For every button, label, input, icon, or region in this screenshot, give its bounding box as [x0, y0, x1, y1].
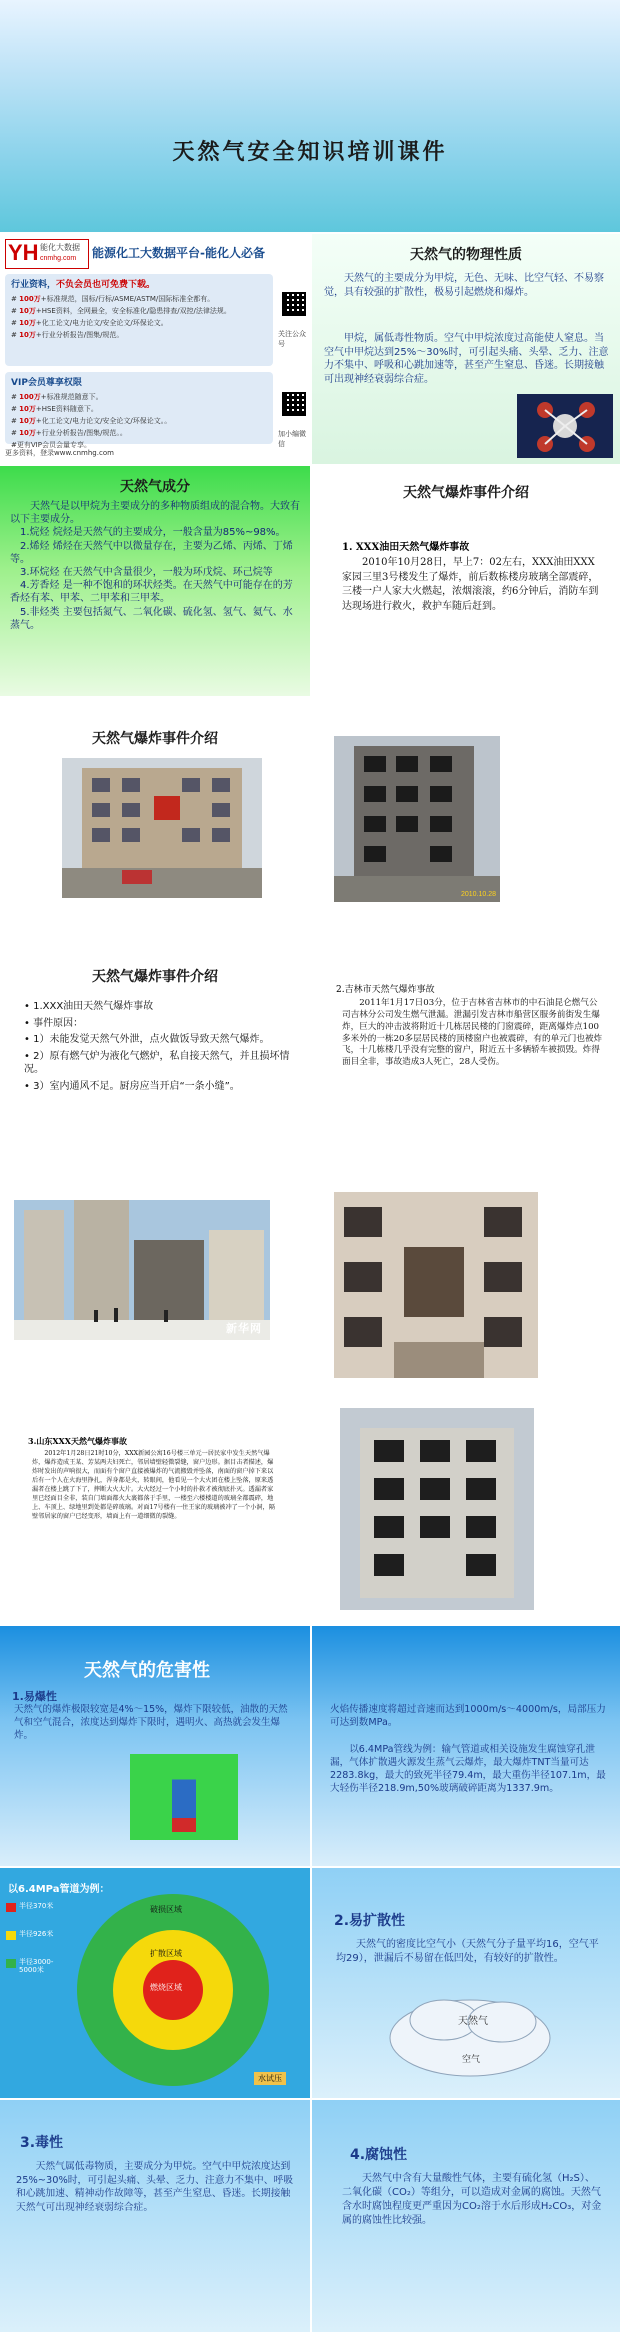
- vip-row: # 100万+标准规范随意下。: [11, 393, 103, 401]
- toxicity-text: 天然气属低毒物质，主要成分为甲烷。空气中甲烷浓度达到25%~30%时，可引起头痛、头晕、乏力、注意力不集中、呼吸和心跳加速、精神动作故障等，甚至产生窒息、昏迷。长期接触天然气可出现神经衰弱综合症。: [16, 2161, 294, 2213]
- shandong-text: 2012年1月28日21时10分，XXX新园公寓16号楼三单元一居民家中发生天然气爆炸，爆炸造成王某、芳某两夫妇死亡，邻居墙壁轻微裂缝，窗户边形。据目击者描述，爆炸时发出的声响很大，而面有个窗户直接被爆炸的气流搬毁并坠落，南面的窗户掉下来以后有一个人在火海里挣扎，浑身都是火，转眼间，他看见一个大火团在楼上坠落，原来透漏者在楼上跳了下了，摔断大火大片。大火经过一个小时的扑救才被彻底扑灭。透漏者家里已经面目全非，装自门墙面都火大裹都落于手里，一楼至六楼楼道的玻璃全都震碎，地上、车顶上、绿地里到处都是碎玻璃。对面17号楼有一住王家的玻璃被冲了一个小洞，隔壁邻居家的窗户已经变形，墙面上有一道细微的裂缝。: [32, 1450, 275, 1520]
- cause-text: 3）室内通风不足。厨房应当开启“一条小缝”。: [33, 1080, 240, 1092]
- row-count: 10万: [19, 417, 36, 425]
- cause-bullet: • 1）未能发觉天然气外泄，点火做饭导致天然气爆炸。: [24, 1034, 270, 1045]
- zone-swatch: [6, 1959, 16, 1968]
- zone-legend-item: [6, 1902, 55, 1912]
- jilin-text: 2011年1月17日03分，位于吉林省吉林市的中石油昆仑燃气公司吉林分公司发生燃气泄漏。泄漏引发吉林市船营区服务前街发生爆炸，巨大的冲击波将附近十几栋居民楼的门窗震碎，距离爆炸点100多米外的一栋20多层居民楼的顶楼窗户也被震碎，有的单元门也被炸飞，十几栋楼几乎没有完整的窗户，附近五十多辆轿车被损毁。炸得面目全非，事故造成3人死亡，28人受伤。: [342, 998, 603, 1068]
- pipeline-slide: [312, 1626, 620, 1866]
- composition-item: 3.环烷烃 在天然气中含量很少，一般为环戊烷、环己烷等: [20, 566, 273, 578]
- burnt-building-slide: [312, 698, 620, 928]
- platform-title: 能源化工大数据平台-能化人必备: [92, 246, 265, 260]
- slide-title: 2.易扩散性: [334, 1913, 406, 1929]
- title-slide: [0, 0, 620, 232]
- row-text: +化工论文/电力论文/安全论文/环保论文。: [35, 319, 168, 327]
- ad-slide: [0, 234, 310, 464]
- shandong-heading: 3.山东XXX天然气爆炸事故: [28, 1436, 127, 1446]
- lower-limit-bar: [172, 1818, 196, 1832]
- cause-bullet: • 2）原有燃气炉为液化气燃炉，私自接天然气，并且损坏情况。: [24, 1050, 290, 1075]
- slide-title: 4.腐蚀性: [350, 2147, 408, 2163]
- diffusion-slide: [312, 1868, 620, 2098]
- qr-code-icon: [282, 392, 306, 416]
- row-count: 10万: [19, 307, 36, 315]
- row-count: 10万: [19, 405, 36, 413]
- ring-label-outer: 破损区域: [150, 1905, 182, 1914]
- row-text: +HSE资料随意下。: [35, 405, 98, 413]
- zone-legend-label: 半径3000-5000米: [19, 1958, 54, 1975]
- physical-properties-slide: [312, 234, 620, 464]
- row-text: +标准规范随意下。: [40, 393, 103, 401]
- vip-note: #更有VIP会员会量专享。: [11, 441, 91, 449]
- vip-row: # 10万+化工论文/电力论文/安全论文/环保论文。。: [11, 417, 172, 425]
- burnt-flats-photo: [340, 1408, 534, 1610]
- damaged-wall-slide: [312, 1162, 620, 1392]
- hazard-text: 天然气的爆炸极限较宽是4%～15%，爆炸下限较低，油散的天然气和空气混合，浓度达到爆炸下限时，遇明火、高热就会发生爆炸。: [14, 1704, 288, 1741]
- industry-row: # 100万+标准规范，国标/行标/ASME/ASTM/国际标准全都有。: [11, 295, 215, 303]
- composition-item: 5.非烃类 主要包括氮气、二氧化碳、硫化氢、氢气、氦气、水蒸气。: [10, 606, 293, 631]
- photo-date-stamp: 2010.10.28: [460, 891, 496, 898]
- physical-p1: 天然气的主要成分为甲烷，无色、无味、比空气轻、不易察觉，具有较强的扩散性，极易引起燃烧和爆炸。: [324, 273, 604, 298]
- corner-tag: 水试压: [254, 2072, 286, 2085]
- row-count: 100万: [19, 295, 41, 303]
- danger-zones-slide: [0, 1868, 310, 2098]
- row-text: +HSE资料，全网最全，安全标准化/隐患排查/双控/法律法规。: [35, 307, 231, 315]
- ad-footer: 更多资料，登录www.cnmhg.com: [5, 449, 114, 457]
- logo-text: 能化大数据: [40, 243, 80, 252]
- cause-bullet: • 1.XXX油田天然气爆炸事故: [24, 1001, 154, 1012]
- vip-row: # 10万+HSE资料随意下。: [11, 405, 98, 413]
- accident-intro-slide: [312, 466, 620, 696]
- page-title: 天然气安全知识培训课件: [172, 140, 448, 165]
- causes-slide: [0, 930, 310, 1160]
- zone-legend-label: 半径926米: [19, 1930, 54, 1938]
- burnt-building-photo: [334, 736, 500, 902]
- toxicity-slide: [0, 2100, 310, 2332]
- cause-text: 1.XXX油田天然气爆炸事故: [33, 1001, 154, 1012]
- pipeline-text-1: 火焰传播速度将超过音速而达到1000m/s～4000m/s，局部压力可达到数MPa。: [330, 1704, 606, 1728]
- row-text: +标准规范，国标/行标/ASME/ASTM/国际标准全都有。: [40, 295, 215, 303]
- ring-label-middle: 扩散区域: [150, 1949, 182, 1958]
- slide-title: 天然气成分: [120, 479, 190, 495]
- qr-code-icon: [282, 292, 306, 316]
- industry-row: # 10万+HSE资料，全网最全，安全标准化/隐患排查/双控/法律法规。: [11, 307, 231, 315]
- row-count: 10万: [19, 331, 36, 339]
- accident-text: 2010年10月28日，早上7：02左右，XXX油田XXX家园三里3号楼发生了爆炸，前后数栋楼房玻璃全部震碎，三楼一户人家大火燃起，浓烟滚滚，约6分钟后，消防车到达现场进行救火，救护车随后赶到。: [342, 557, 599, 612]
- zone-legend-item: [6, 1958, 55, 1975]
- slide-title: 天然气爆炸事件介绍: [92, 731, 218, 747]
- cloud-diagram: [384, 1994, 556, 2082]
- zone-legend-item: [6, 1930, 55, 1940]
- xinhua-watermark: 新华网: [226, 1322, 262, 1335]
- ring-label-inner: 燃烧区域: [150, 1983, 182, 1992]
- composition-slide: [0, 466, 310, 696]
- corrosion-text: 天然气中含有大量酸性气体，主要有硫化氢（H₂S）、二氧化碳（CO₂）等组分，可以造成对金属的腐蚀。天然气含水时腐蚀程度更严重因为CO₂溶于水后形成H₂CO₃，对金属的腐蚀性比较强。: [342, 2173, 602, 2226]
- vip-row: # 10万+行业分析报告/图集/规范。。: [11, 429, 127, 437]
- cause-text: 事件原因：: [33, 1017, 84, 1029]
- explosion-limit-chart: [130, 1754, 238, 1840]
- slide-title: 天然气的危害性: [84, 1660, 210, 1681]
- diffusion-text: 天然气的密度比空气小（天然气分子量平均16，空气平均29），泄漏后不易留在低凹处，有较好的扩散性。: [336, 1939, 599, 1964]
- row-count: 10万: [19, 429, 36, 437]
- building-explosion-photo: [62, 758, 262, 898]
- corrosion-slide: [312, 2100, 620, 2332]
- slide-title: 天然气爆炸事件介绍: [92, 969, 218, 985]
- hazard-subtitle: 1.易爆性: [12, 1690, 57, 1703]
- industry-head: 行业资料，不负会员也可免费下载。: [11, 280, 156, 290]
- cause-text: 1）未能发觉天然气外泄，点火做饭导致天然气爆炸。: [33, 1034, 270, 1045]
- damaged-wall-photo: [334, 1192, 538, 1378]
- vip-box: [5, 372, 273, 449]
- accident-heading: 1. XXX油田天然气爆炸事故: [342, 542, 470, 553]
- zone-swatch: [6, 1931, 16, 1940]
- vip-head: VIP会员尊享权限: [11, 378, 82, 388]
- methane-molecule-icon: [517, 394, 613, 458]
- industry-box: [5, 274, 273, 366]
- burnt-flats-slide: [312, 1394, 620, 1624]
- industry-row: # 10万+化工论文/电力论文/安全论文/环保论文。: [11, 319, 168, 327]
- slide-title: 天然气的物理性质: [410, 247, 522, 263]
- scan-text: 加小编微信: [278, 430, 306, 448]
- shandong-accident-slide: [0, 1394, 310, 1624]
- jilin-accident-slide: [312, 930, 620, 1160]
- zones-title: 以6.4MPa管道为例：: [8, 1884, 110, 1895]
- slide-title: 3.毒性: [20, 2135, 64, 2151]
- row-text: +行业分析报告/图集/规范。。: [35, 429, 127, 437]
- cloud-label-air: 空气: [462, 2055, 481, 2065]
- explosion-range-bar: [172, 1780, 196, 1819]
- accident-photo-slide: [0, 698, 310, 928]
- zone-legend-label: 半径370米: [19, 1902, 54, 1910]
- cause-bullet: • 事件原因：: [24, 1017, 84, 1029]
- composition-item: 4.芳香烃 是一种不饱和的环状烃类。在天然气中可能存在的芳香烃有苯、甲苯、二甲苯和三甲苯。: [10, 580, 293, 605]
- row-text: +行业分析报告/图集/规范。: [35, 331, 124, 339]
- cause-text: 2）原有燃气炉为液化气燃炉，私自接天然气，并且损坏情况。: [24, 1050, 290, 1075]
- follow-text: 关注公众号: [278, 330, 306, 348]
- cloud-label-gas: 天然气: [458, 2016, 488, 2027]
- slide-title: 天然气爆炸事件介绍: [403, 485, 529, 501]
- composition-item: 1.烷烃 烷烃是天然气的主要成分，一般含量为85%~98%。: [20, 527, 286, 539]
- row-count: 10万: [19, 319, 36, 327]
- row-text: +化工论文/电力论文/安全论文/环保论文。。: [35, 417, 172, 425]
- pipeline-text-2: 以6.4MPa管线为例：输气管道或相关设施发生腐蚀穿孔泄漏，气体扩散遇火源发生蒸气云爆炸，最大爆炸TNT当量可达2283.8kg，最大的致死半径79.4m，最大重伤半径107.1m，最大轻伤半径218.9m,50%玻璃破碎距离为1337.9m。: [330, 1744, 606, 1794]
- street-photo-slide: [0, 1162, 310, 1392]
- zone-swatch: [6, 1903, 16, 1912]
- composition-item: 2.烯烃 烯烃在天然气中以微量存在，主要为乙烯、丙烯、丁烯等。: [10, 540, 293, 565]
- hazard-slide: [0, 1626, 310, 1866]
- physical-p2: 甲烷，属低毒性物质。空气中甲烷浓度过高能使人窒息。当空气中甲烷达到25%～30%时，可引起头痛、头晕、乏力、注意力不集中、呼吸和心跳加速等，甚至产生窒息、昏迷。长期接触可出现神经衰弱综合症。: [324, 333, 609, 385]
- composition-intro: 天然气是以甲烷为主要成分的多种物质组成的混合物。大致有以下主要成分。: [10, 501, 300, 526]
- cause-bullet: • 3）室内通风不足。厨房应当开启“一条小缝”。: [24, 1080, 240, 1092]
- jilin-heading: 2.吉林市天然气爆炸事故: [336, 985, 435, 995]
- industry-row: # 10万+行业分析报告/图集/规范。: [11, 331, 124, 339]
- row-count: 100万: [19, 393, 41, 401]
- logo-mark: YH: [8, 240, 39, 265]
- street-scene-photo: [14, 1200, 270, 1340]
- brand-logo: [5, 239, 89, 269]
- logo-domain: cnmhg.com: [40, 255, 77, 262]
